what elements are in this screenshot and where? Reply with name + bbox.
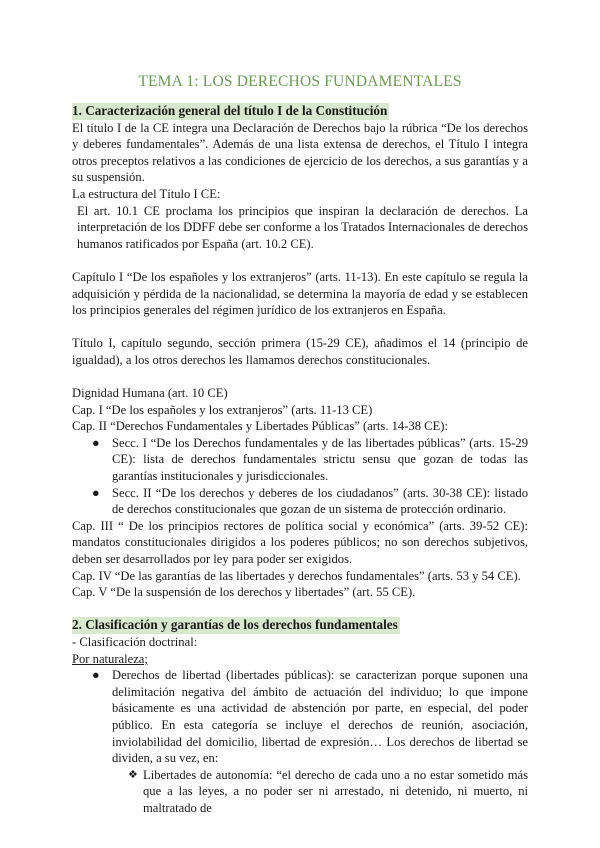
titulo-1-paragraph: Título I, capítulo segundo, sección primera (15-29 CE), añadimos el 14 (principio de igualdad), a los otros derechos les llamamos derechos constitucionales. <box>72 336 528 367</box>
section-2-heading: 2. Clasificación y garantías de los derechos fundamentales <box>72 617 398 633</box>
estructura-label: La estructura del Título I CE: <box>72 186 221 201</box>
bullet-icon: ● <box>92 435 100 450</box>
cap-2-line: Cap. II “Derechos Fundamentales y Libertades Públicas” (arts. 14-38 CE): <box>72 419 448 434</box>
list-item: ● Derechos de libertad (libertades públicas): se caracterizan porque suponen una delimitación negativa del ámbito de actuación del individuo; lo que impone básicamente es una actividad de abstención por parte, en especial, del poder público. En esta categoría se incluye el derechos de reunión, asociación, inviolabilidad del domicilio, libertad de expresión… Los derechos de libertad se dividen, a su vez, en: <box>92 668 528 766</box>
bullet-icon: ● <box>92 668 100 683</box>
cap-1-line: Cap. I “De los españoles y los extranjeros” (arts. 11-13 CE) <box>72 402 373 417</box>
section-1-intro: El título I de la CE integra una Declaración de Derechos bajo la rúbrica “De los derechos y deberes fundamentales”. Además de una lista extensa de derechos, el Título I integra otros preceptos relativos a las condiciones de ejercicio de los derechos, a sus garantías y a su suspensión. <box>72 120 528 185</box>
cap-2-sections-list <box>72 435 528 518</box>
capitulo-1-paragraph: Capítulo I “De los españoles y los extranjeros” (arts. 11-13). En este capítulo se regula la adquisición y pérdida de la nacionalidad, se determina la mayoría de edad y se establecen los principios generales del régimen jurídico de los extranjeros en España. <box>72 269 528 318</box>
clasificacion-label: - Clasificación doctrinal: <box>72 635 198 649</box>
diamond-bullet-icon: ❖ <box>128 768 138 781</box>
document-title: TEMA 1: LOS DERECHOS FUNDAMENTALES <box>138 73 462 90</box>
list-item: ● Secc. I “De los Derechos fundamentales y de las libertades públicas” (arts. 15-29 CE): lista de derechos fundamentales strictu sensu que gozan de todas las garantías institucionales y jurisdiccionales. <box>92 435 528 484</box>
bullet-icon: ● <box>92 485 100 500</box>
section-1-heading: 1. Caracterización general del título I de la Constitución <box>72 103 388 118</box>
por-naturaleza-label: Por naturaleza; <box>72 651 148 666</box>
document-body <box>72 103 528 817</box>
cap-5-line: Cap. V “De la suspensión de los derechos y libertades” (art. 55 CE). <box>72 585 416 600</box>
cap-4-line: Cap. IV “De las garantías de las libertades y derechos fundamentales” (arts. 53 y 54 CE). <box>72 568 521 583</box>
cap-3-line: Cap. III “ De los principios rectores de política social y económica” (arts. 39-52 CE): mandatos constitucionales dirigidos a los poderes públicos; no son derechos subjetivos, deben ser desarrollados por ley para poder ser exigidos. <box>72 518 528 567</box>
naturaleza-list <box>72 667 528 767</box>
sub-list-item: ❖ Libertades de autonomía: “el derecho de cada uno a no estar sometido más que a las leyes, a no poder ser ni arrestado, ni detenido, ni muerto, ni maltratado de <box>128 767 528 815</box>
art10-paragraph: El art. 10.1 CE proclama los principios que inspiran la declaración de derechos. La interpretación de los DDFF debe ser conforme a los Tratados Internacionales de derechos humanos ratificados por España (art. 10.2 CE). <box>77 203 528 251</box>
dignidad-line: Dignidad Humana (art. 10 CE) <box>72 386 228 401</box>
list-item: ● Secc. II “De los derechos y deberes de los ciudadanos” (arts. 30-38 CE): listado de derechos constitucionales que gozan de un sistema de protección ordinario. <box>92 485 528 517</box>
